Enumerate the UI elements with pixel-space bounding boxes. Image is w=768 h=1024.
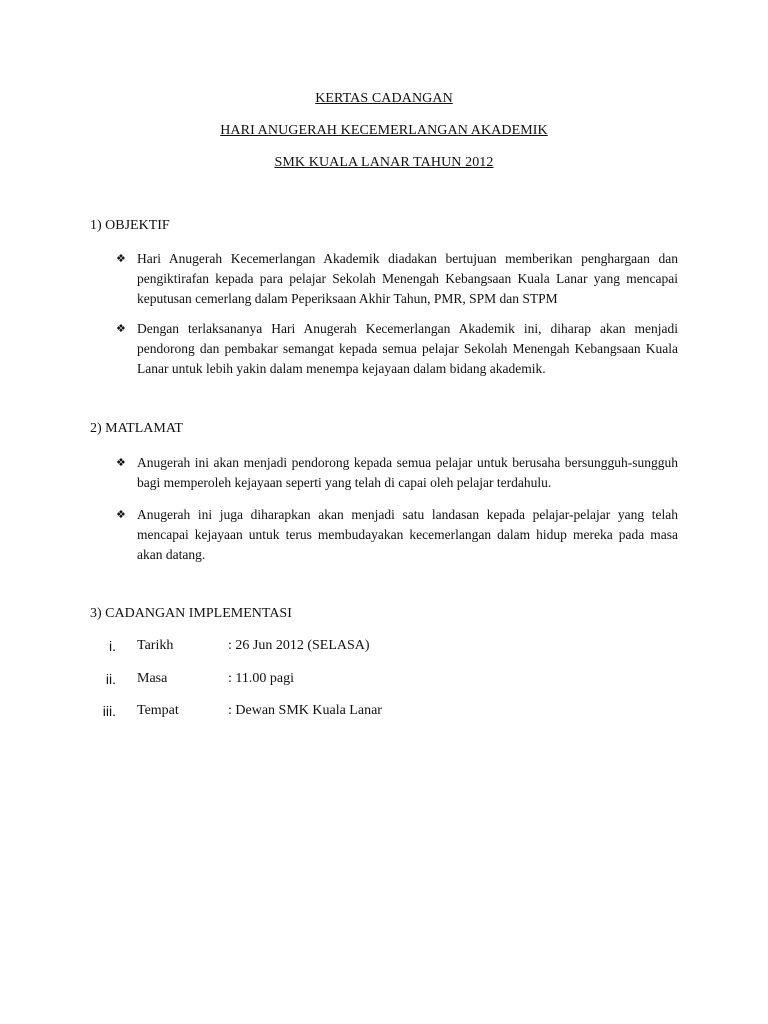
bullet-text: Dengan terlaksananya Hari Anugerah Kecemerlangan Akademik ini, diharap akan menjadi pendorong dan pembakar semangat kepada semua pelajar Sekolah Menengah Kebangsaan Kuala Lanar untuk lebih yakin dalam menempa kejayaan dalam bidang akademik.: [137, 321, 678, 376]
item-value: : 11.00 pagi: [228, 671, 294, 686]
doc-title-line-2: HARI ANUGERAH KECEMERLANGAN AKADEMIK: [220, 123, 548, 138]
implementasi-item-masa: [0, 671, 768, 691]
diamond-bullet-icon: ❖: [116, 456, 126, 469]
bullet-text: Anugerah ini akan menjadi pendorong kepada semua pelajar untuk berusaha bersungguh-sungguh bagi memperoleh kejayaan seperti yang telah di capai oleh pelajar terdahulu.: [137, 455, 678, 490]
bullet-text: Hari Anugerah Kecemerlangan Akademik diadakan bertujuan memberikan penghargaan dan pengiktirafan kepada para pelajar Sekolah Menengah Kebangsaan Kuala Lanar yang mencapai keputusan cemerlang dalam Peperiksaan Akhir Tahun, PMR, SPM dan STPM: [137, 251, 678, 306]
diamond-bullet-icon: ❖: [116, 508, 126, 521]
item-value: : Dewan SMK Kuala Lanar: [228, 703, 382, 718]
item-number: i.: [109, 638, 116, 654]
objektif-bullet-1: [116, 249, 678, 309]
item-value: : 26 Jun 2012 (SELASA): [228, 638, 370, 653]
implementasi-item-tarikh: [0, 638, 768, 658]
section-heading-objektif: 1) OBJEKTIF: [90, 218, 170, 233]
section-heading-implementasi: 3) CADANGAN IMPLEMENTASI: [90, 606, 292, 621]
diamond-bullet-icon: ❖: [116, 252, 126, 265]
doc-title-line-1: KERTAS CADANGAN: [315, 91, 453, 106]
item-label: Tarikh: [137, 638, 174, 653]
matlamat-bullet-1: [116, 453, 678, 493]
matlamat-bullet-2: [116, 505, 678, 565]
section-heading-matlamat: 2) MATLAMAT: [90, 421, 183, 436]
item-number: ii.: [105, 671, 116, 687]
bullet-text: Anugerah ini juga diharapkan akan menjadi satu landasan kepada pelajar-pelajar yang telah mencapai kejayaan untuk terus membudayakan kecemerlangan dalam hidup mereka pada masa akan datang.: [137, 507, 678, 562]
item-label: Tempat: [137, 703, 179, 718]
objektif-bullet-2: [116, 319, 678, 379]
implementasi-item-tempat: [0, 703, 768, 723]
item-number: iii.: [102, 703, 116, 719]
diamond-bullet-icon: ❖: [116, 322, 126, 335]
doc-title-line-3: SMK KUALA LANAR TAHUN 2012: [274, 155, 494, 170]
item-label: Masa: [137, 671, 168, 686]
